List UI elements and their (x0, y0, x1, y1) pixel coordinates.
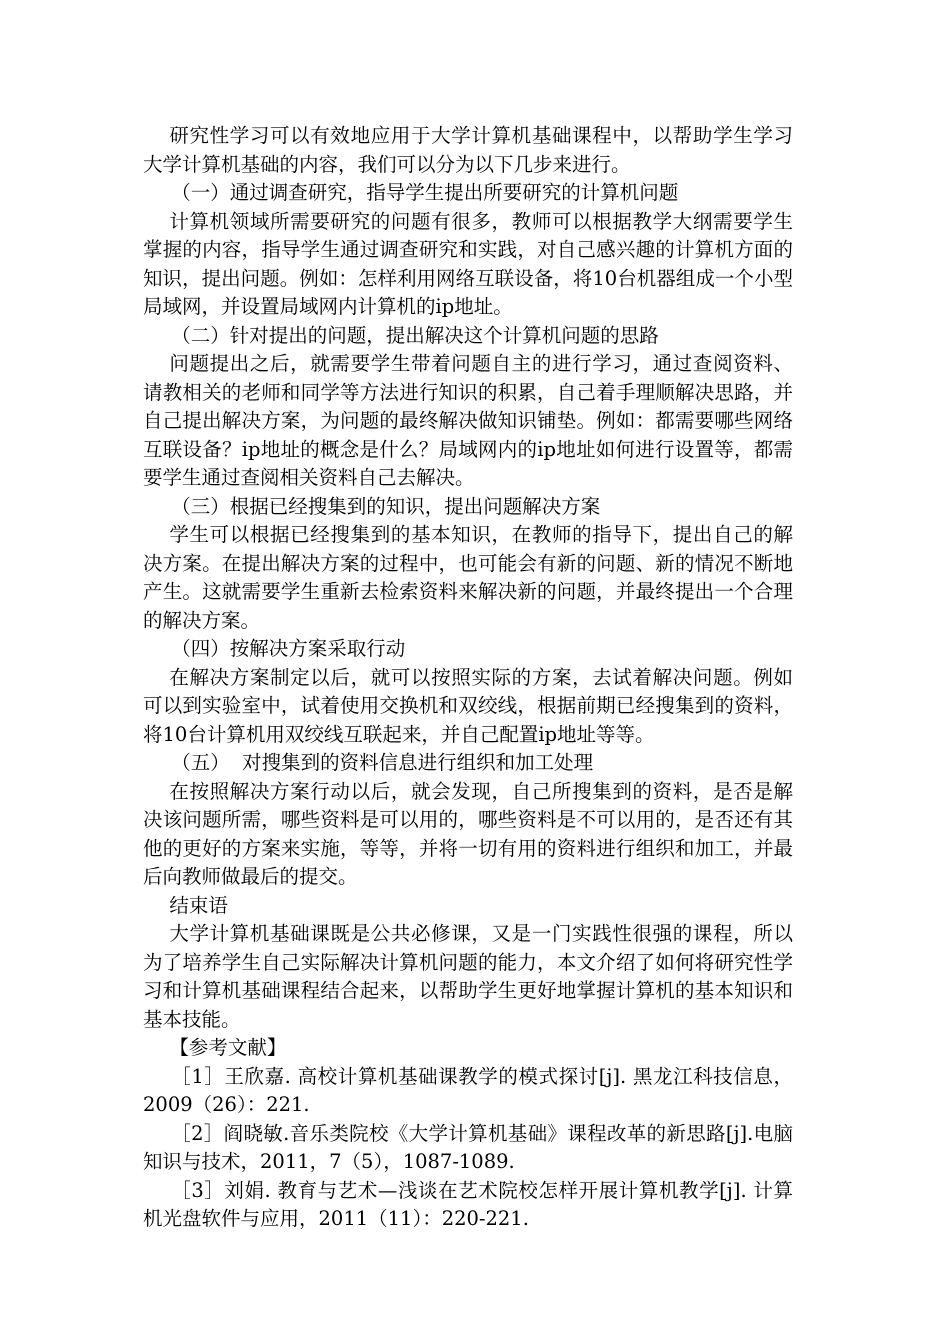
conclusion-body: 大学计算机基础课既是公共必修课，又是一门实践性很强的课程，所以为了培养学生自己实际解决计算机问题的能力，本文介绍了如何将研究性学习和计算机基础课程结合起来，以帮助学生更好地掌握计算机的基本知识和基本技能。 (143, 922, 793, 1031)
reference-item-3: ［3］刘娟. 教育与艺术—浅谈在艺术院校怎样开展计算机教学[j]. 计算机光盘软件与应用，2011（11）：220-221. (143, 1178, 793, 1230)
section-body-3: 学生可以根据已经搜集到的基本知识，在教师的指导下，提出自己的解决方案。在提出解决方案的过程中，也可能会有新的问题、新的情况不断地产生。这就需要学生重新去检索资料来解决新的问题，并最终提出一个合理的解决方案。 (143, 523, 793, 632)
section-body-5: 在按照解决方案行动以后，就会发现，自己所搜集到的资料，是否是解决该问题所需，哪些资料是可以用的，哪些资料是不可以用的，是否还有其他的更好的方案来实施，等等，并将一切有用的资料进行组织和加工，并最后向教师做最后的提交。 (143, 779, 793, 888)
section-heading-2: （二）针对提出的问题，提出解决这个计算机问题的思路 (171, 323, 659, 347)
intro-paragraph: 研究性学习可以有效地应用于大学计算机基础课程中，以帮助学生学习大学计算机基础的内容，我们可以分为以下几步来进行。 (143, 124, 793, 176)
section-body-2: 问题提出之后，就需要学生带着问题自主的进行学习，通过查阅资料、请教相关的老师和同学等方法进行知识的积累，自己着手理顺解决思路，并自己提出解决方案，为问题的最终解决做知识铺垫。例如：都需要哪些网络互联设备？ip地址的概念是什么？局域网内的ip地址如何进行设置等，都需要学生通过查阅相关资料自己去解决。 (143, 352, 793, 489)
section-heading-4: （四）按解决方案采取行动 (171, 637, 406, 660)
conclusion-heading: 结束语 (169, 893, 228, 917)
references-heading: 【参考文献】 (169, 1036, 287, 1059)
section-heading-5: （五） 对搜集到的资料信息进行组织和加工处理 (171, 751, 594, 774)
section-heading-3: （三）根据已经搜集到的知识，提出问题解决方案 (171, 494, 601, 518)
section-body-4: 在解决方案制定以后，就可以按照实际的方案，去试着解决问题。例如可以到实验室中，试着使用交换机和双绞线，根据前期已经搜集到的资料，将10台计算机用双绞线互联起来，并自己配置ip地址等等。 (143, 665, 793, 746)
document-body (143, 122, 793, 1234)
reference-item-2: ［2］阎晓敏.音乐类院校《大学计算机基础》课程改革的新思路[j].电脑知识与技术，2011，7（5），1087-1089. (143, 1121, 793, 1173)
section-body-1: 计算机领域所需要研究的问题有很多，教师可以根据教学大纲需要学生掌握的内容，指导学生通过调查研究和实践，对自己感兴趣的计算机方面的知识，提出问题。例如：怎样利用网络互联设备，将10台机器组成一个小型局域网，并设置局域网内计算机的ip地址。 (143, 209, 793, 318)
reference-item-1: ［1］王欣嘉. 高校计算机基础课教学的模式探讨[j]. 黑龙江科技信息，2009（26）：221. (143, 1064, 793, 1116)
section-heading-1: （一）通过调查研究，指导学生提出所要研究的计算机问题 (171, 181, 679, 204)
